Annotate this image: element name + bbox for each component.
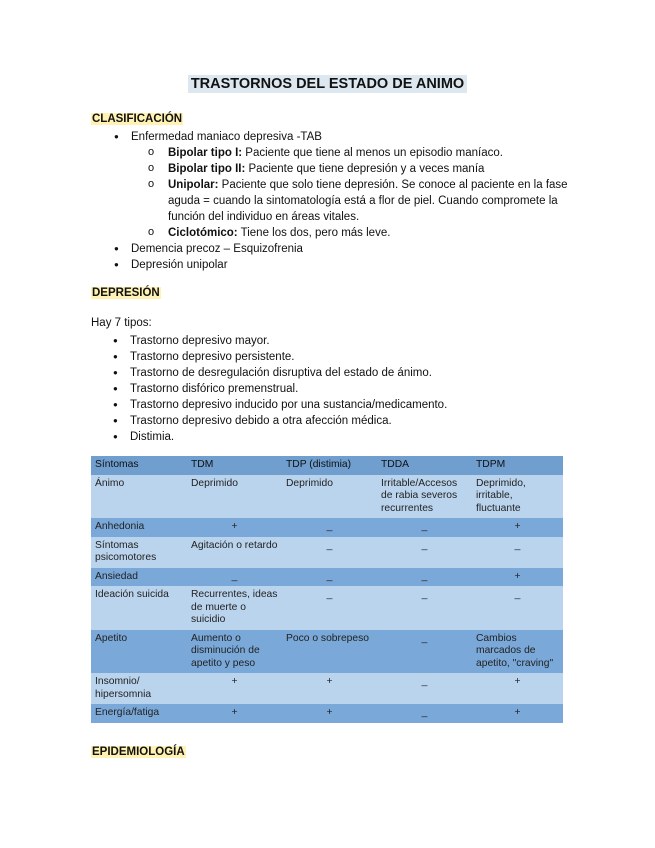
sub-list-item — [168, 161, 571, 177]
term: Ciclotómico: — [168, 227, 238, 239]
definition: Paciente que tiene depresión y a veces manía — [245, 163, 485, 175]
list-item — [131, 241, 571, 257]
table-cell: Ansiedad — [91, 568, 187, 587]
table-row — [91, 568, 563, 587]
table-cell: _ — [282, 518, 377, 537]
definition: Paciente que solo tiene depresión. Se conoce al paciente en la fase aguda = cuando la sintomatología está a flor de piel. Cuando compromete la función del individuo en áreas vitales. — [168, 179, 568, 223]
table-cell: + — [282, 704, 377, 723]
list-item-text: Demencia precoz – Esquizofrenia — [131, 243, 303, 255]
table-cell: _ — [282, 586, 377, 630]
table-header: TDDA — [377, 456, 472, 475]
table-cell: + — [187, 518, 282, 537]
table-row — [91, 704, 563, 723]
table-cell: Irritable/Accesos de rabia severos recurrentes — [377, 475, 472, 519]
table-cell: Ánimo — [91, 475, 187, 519]
table-cell: + — [187, 704, 282, 723]
depresion-intro: Hay 7 tipos: — [91, 317, 152, 329]
table-cell: Insomnio/ hipersomnia — [91, 673, 187, 704]
table-cell: Energía/fatiga — [91, 704, 187, 723]
table-cell: _ — [377, 673, 472, 704]
table-cell: _ — [377, 518, 472, 537]
table-cell: _ — [377, 704, 472, 723]
symptoms-table — [91, 456, 563, 723]
table-cell: _ — [472, 537, 563, 568]
depresion-section — [91, 287, 161, 299]
table-cell: Ideación suicida — [91, 586, 187, 630]
table-cell: Poco o sobrepeso — [282, 630, 377, 674]
list-item: ● Distimia. — [130, 429, 570, 445]
table-cell: _ — [377, 537, 472, 568]
list-item: ● Trastorno depresivo debido a otra afección médica. — [130, 413, 570, 429]
table-cell: _ — [282, 537, 377, 568]
table-cell: Cambios marcados de apetito, "craving" — [472, 630, 563, 674]
table-cell: + — [472, 518, 563, 537]
table-cell: Apetito — [91, 630, 187, 674]
table-cell: _ — [377, 586, 472, 630]
table-cell: _ — [187, 568, 282, 587]
table-cell: Deprimido, irritable, fluctuante — [472, 475, 563, 519]
list-item-text: Depresión unipolar — [131, 259, 228, 271]
table-cell: + — [187, 673, 282, 704]
clasificacion-list — [131, 129, 571, 273]
table-cell: Anhedonia — [91, 518, 187, 537]
depresion-heading: DEPRESIÓN — [92, 287, 160, 299]
table-cell: Recurrentes, ideas de muerte o suicidio — [187, 586, 282, 630]
depresion-list — [130, 333, 570, 445]
clasificacion-heading: CLASIFICACIÓN — [92, 113, 183, 125]
list-item — [131, 257, 571, 273]
table-cell: _ — [472, 586, 563, 630]
table-cell: Deprimido — [282, 475, 377, 519]
definition: Tiene los dos, pero más leve. — [237, 227, 391, 239]
table-header-row — [91, 456, 563, 475]
list-item: ● Trastorno depresivo mayor. — [130, 333, 570, 349]
epidemiologia-section — [91, 746, 186, 758]
sub-list-item — [168, 225, 571, 241]
list-item: ● Trastorno depresivo persistente. — [130, 349, 570, 365]
table-cell: Deprimido — [187, 475, 282, 519]
table-row — [91, 630, 563, 674]
table-header: TDM — [187, 456, 282, 475]
sub-list-item — [168, 177, 571, 225]
table-cell: Síntomas psicomotores — [91, 537, 187, 568]
list-item: ● Trastorno depresivo inducido por una sustancia/medicamento. — [130, 397, 570, 413]
sub-list — [168, 145, 571, 241]
table-row — [91, 518, 563, 537]
table-row — [91, 586, 563, 630]
page-title-wrap — [0, 76, 655, 92]
definition: Paciente que tiene al menos un episodio maníaco. — [242, 147, 503, 159]
table-cell: Aumento o disminución de apetito y peso — [187, 630, 282, 674]
table-header: TDPM — [472, 456, 563, 475]
list-item — [131, 129, 571, 241]
table-row — [91, 537, 563, 568]
sub-list-item — [168, 145, 571, 161]
term: Unipolar: — [168, 179, 219, 191]
table-header: TDP (distimia) — [282, 456, 377, 475]
clasificacion-section — [91, 113, 183, 125]
table-cell: Agitación o retardo — [187, 537, 282, 568]
table-cell: _ — [377, 630, 472, 674]
list-item: ● Trastorno de desregulación disruptiva del estado de ánimo. — [130, 365, 570, 381]
table-cell: _ — [377, 568, 472, 587]
term: Bipolar tipo I: — [168, 147, 243, 159]
table-cell: _ — [282, 568, 377, 587]
table-cell: + — [472, 673, 563, 704]
table-header: Síntomas — [91, 456, 187, 475]
page-title: TRASTORNOS DEL ESTADO DE ANIMO — [188, 75, 467, 93]
table-cell: + — [472, 704, 563, 723]
table-row — [91, 475, 563, 519]
table-cell: + — [282, 673, 377, 704]
epidemiologia-heading: EPIDEMIOLOGÍA — [92, 746, 185, 758]
term: Bipolar tipo II: — [168, 163, 246, 175]
table-cell: + — [472, 568, 563, 587]
table-row — [91, 673, 563, 704]
list-item: ● Trastorno disfórico premenstrual. — [130, 381, 570, 397]
list-item-text: Enfermedad maniaco depresiva -TAB — [131, 131, 322, 143]
